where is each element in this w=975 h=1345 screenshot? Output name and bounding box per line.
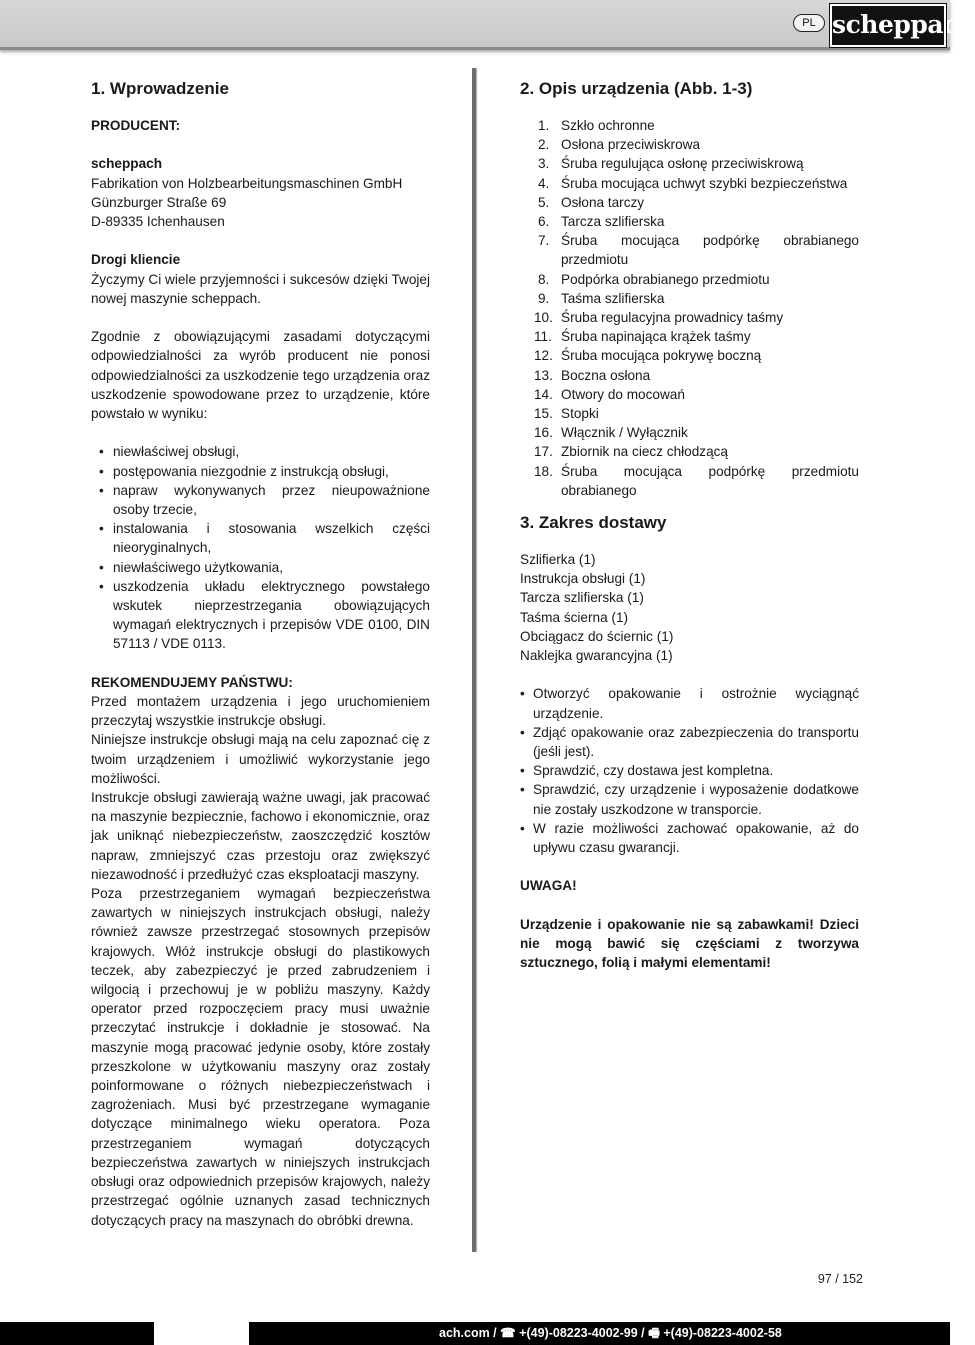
item-number: 1.	[538, 118, 550, 133]
list-item: Obciągacz do ściernic (1)	[520, 628, 674, 644]
list-item: • Otworzyć opakowanie i ostrożnie wyciągnąć urządzenie.	[520, 684, 859, 722]
item-text: Śruba regulacyjna prowadnicy taśmy	[561, 310, 784, 326]
item-text: Boczna osłona	[561, 367, 651, 383]
item-number: 13.	[534, 367, 553, 383]
item-number: 2.	[538, 137, 550, 153]
item-number: 7.	[538, 233, 550, 249]
company-address	[91, 174, 430, 232]
list-item	[538, 174, 859, 193]
item-number: 8.	[538, 271, 550, 287]
list-item	[534, 366, 859, 385]
item-text: Podpórka obrabianego przedmiotu	[561, 271, 770, 287]
list-item: • napraw wykonywanych przez nieupoważnione osoby trzecie,	[91, 481, 430, 519]
item-text: Otwory do mocowań	[561, 386, 685, 402]
list-item: Taśma ścierna (1)	[520, 609, 629, 625]
company-name: scheppach	[91, 156, 163, 172]
item-number: 12.	[534, 348, 553, 364]
warning-text: Urządzenie i opakowanie nie są zabawkami! Dzieci nie mogą bawić się częściami z tworzywa sztucznego, folią i małymi elementami!	[520, 916, 859, 971]
list-item	[538, 270, 859, 289]
item-text: Osłona tarczy	[561, 194, 645, 210]
item-number: 5.	[538, 194, 550, 210]
list-item: Naklejka gwarancyjna (1)	[520, 648, 673, 664]
item-text: Osłona przeciwiskrowa	[561, 137, 701, 153]
address-line: D-89335 Ichenhausen	[91, 214, 225, 229]
item-text: Śruba mocująca uchwyt szybki bezpieczeństwa	[561, 175, 848, 191]
item-number: 14.	[534, 386, 553, 402]
item-text: Szkło ochronne	[561, 118, 655, 133]
item-text: Taśma szlifierska	[561, 290, 665, 306]
item-text: Śruba regulująca osłonę przeciwiskrową	[561, 156, 804, 172]
list-item	[538, 289, 859, 308]
item-text: Śruba mocująca pokrywę boczną	[561, 348, 762, 364]
column-divider	[472, 68, 476, 1252]
list-item: • niewłaściwej obsługi,	[91, 442, 430, 461]
list-item	[538, 116, 859, 135]
list-item	[538, 135, 859, 154]
list-item: • Sprawdzić, czy urządzenie i wyposażenie dodatkowe nie zostały uszkodzone w transporcie.	[520, 780, 859, 818]
list-item	[534, 442, 859, 461]
recommend-paragraph: Przed montażem urządzenia i jego uruchomieniem przeczytaj wszystkie instrukcje obsługi.	[91, 694, 430, 729]
brand-logo: scheppach	[830, 4, 946, 47]
list-item: • niewłaściwego użytkowania,	[91, 558, 430, 577]
address-line: Günzburger Straße 69	[91, 194, 227, 210]
recommend-paragraph: Poza przestrzeganiem wymagań bezpieczeństwa zawartych w niniejszych instrukcjach obsługi, należy również zawsze przestrzegać stosownych przepisów krajowych. Włóż instrukcje obsługi do plastikowych teczek, aby zabezpieczyć je przed zabrudzeniem i wilgocią i przechowuj je w pobliżu maszyny. Każdy operator przed rozpoczęciem pracy musi uważnie przeczytać instrukcje i dokładnie je stosować. Na maszynie mogą pracować jedynie osoby, które zostały przeszkolone w użytkowaniu maszyny oraz zostały poinformowane o różnych niebezpieczeństwach i zagrożeniach. Musi być przestrzegane wymaganie dotyczące minimalnego wieku operatora. Poza przestrzeganiem wymagań dotyczących bezpieczeństwa zawartych w niniejszych instrukcjach obsługi oraz odpowiednich przepisów krajowych, należy przestrzegać ogólnie uznanych zasad technicznych dotyczących pracy na maszynach do obróbki drewna.	[91, 886, 430, 1228]
item-number: 3.	[538, 156, 550, 172]
unpacking-steps-list	[520, 684, 859, 857]
greeting-text: Życzymy Ci wiele przyjemności i sukcesów dzięki Twojej nowej maszynie scheppach.	[91, 271, 430, 306]
header-bar	[0, 0, 975, 50]
item-number: 6.	[538, 214, 550, 230]
item-text: Zbiornik na ciecz chłodzącą	[561, 444, 728, 460]
list-item: • Zdjąć opakowanie oraz zabezpieczenia do transportu (jeśli jest).	[520, 723, 859, 761]
list-item	[534, 346, 859, 365]
item-text: Stopki	[561, 406, 599, 422]
footer-bar-left	[0, 1322, 154, 1345]
list-item: Tarcza szlifierska (1)	[520, 590, 644, 606]
warning-title: UWAGA!	[520, 878, 577, 894]
item-number: 15.	[534, 406, 553, 422]
list-item	[538, 231, 859, 269]
liability-text: Zgodnie z obowiązującymi zasadami dotyczącymi odpowiedzialności za wyrób producent nie ponosi odpowiedzialności za uszkodzenie tego urządzenia oraz uszkodzenie spowodowane przez to urządzenie, które powstało w wyniku:	[91, 329, 430, 421]
item-text: Śruba mocująca podpórkę przedmiotu obrabianego	[561, 463, 859, 498]
item-text: Włącznik / Wyłącznik	[561, 425, 688, 441]
recommend-paragraph: Niniejsze instrukcje obsługi mają na celu zapoznać cię z twoim urządzeniem i umożliwić wykorzystanie jego możliwości.	[91, 732, 430, 786]
greeting-title: Drogi kliencie	[91, 252, 181, 268]
footer-contact: ach.com / ☎ +(49)-08223-4002-99 / 🖷 +(49)-08223-4002-58	[249, 1322, 950, 1345]
address-line: Fabrikation von Holzbearbeitungsmaschinen GmbH	[91, 175, 403, 191]
item-text: Tarcza szlifierska	[561, 214, 665, 230]
list-item	[534, 423, 859, 442]
list-item: • uszkodzenia układu elektrycznego powstałego wskutek nieprzestrzegania obowiązujących wymagań elektrycznych i przepisów VDE 0100, DIN 57113 / VDE 0113.	[91, 577, 430, 654]
list-item: • Sprawdzić, czy dostawa jest kompletna.	[520, 761, 859, 780]
item-number: 9.	[538, 290, 550, 306]
liability-causes-list	[91, 442, 430, 653]
section-title-description: 2. Opis urządzenia (Abb. 1-3)	[520, 79, 753, 98]
list-item	[534, 308, 859, 327]
section-title-scope: 3. Zakres dostawy	[520, 513, 667, 533]
item-number: 11.	[534, 329, 552, 345]
list-item: • W razie możliwości zachować opakowanie, aż do upływu czasu gwarancji.	[520, 819, 859, 857]
recommend-paragraph: Instrukcje obsługi zawierają ważne uwagi, jak pracować na maszynie bezpiecznie, fachowo i ekonomicznie, oraz jak uniknąć niebezpieczeństw, zaoszczędzić kosztów napraw, zmniejszyć czas przestoju oraz zwiększyć niezawodność i przedłużyć czas eksploatacji maszyny.	[91, 790, 430, 882]
recommend-title: REKOMENDUJEMY PAŃSTWU:	[91, 674, 293, 690]
item-number: 10.	[534, 310, 553, 326]
parts-list	[520, 116, 859, 500]
section-title-introduction: 1. Wprowadzenie	[91, 79, 229, 98]
list-item: Instrukcja obsługi (1)	[520, 571, 646, 587]
item-number: 4.	[538, 175, 550, 191]
item-number: 17.	[534, 444, 553, 460]
list-item	[538, 193, 859, 212]
list-item	[534, 404, 859, 423]
list-item: Szlifierka (1)	[520, 552, 596, 568]
item-text: Śruba napinająca krążek taśmy	[561, 329, 751, 345]
scope-list	[520, 550, 859, 665]
right-column	[520, 76, 859, 972]
item-text: Śruba mocująca podpórkę obrabianego przedmiotu	[561, 233, 859, 268]
producer-label: PRODUCENT:	[91, 118, 181, 133]
language-badge: PL	[793, 14, 825, 32]
left-column	[91, 76, 430, 1230]
list-item	[534, 327, 859, 346]
list-item	[538, 212, 859, 231]
item-number: 16.	[534, 425, 553, 441]
list-item: • instalowania i stosowania wszelkich części nieoryginalnych,	[91, 519, 430, 557]
item-number: 18.	[534, 463, 553, 479]
page-number: 97 / 152	[817, 1272, 863, 1286]
list-item	[534, 385, 859, 404]
list-item	[534, 462, 859, 500]
list-item: • postępowania niezgodnie z instrukcją obsługi,	[91, 462, 430, 481]
list-item	[538, 154, 859, 173]
